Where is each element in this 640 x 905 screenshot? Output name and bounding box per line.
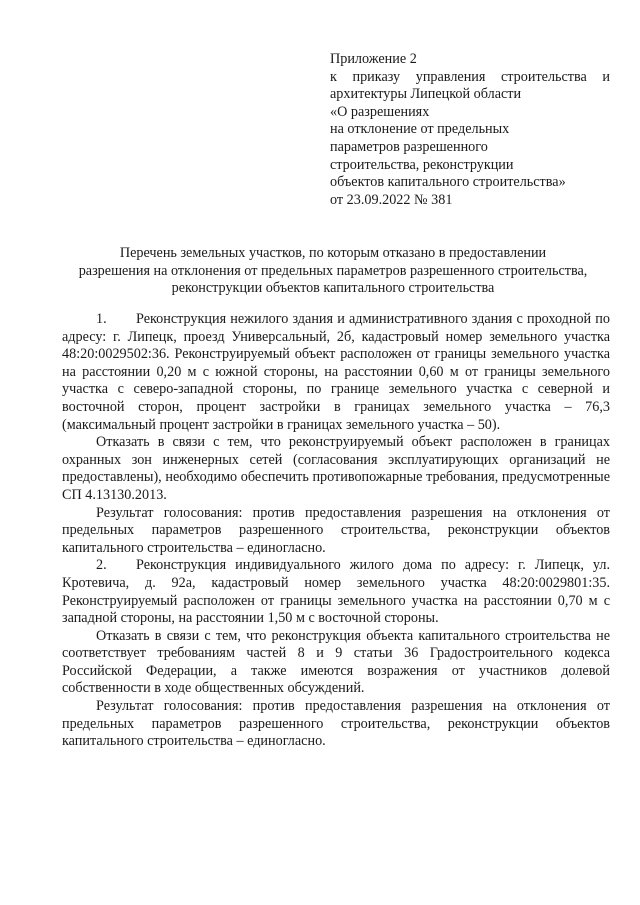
item-refusal-1: Отказать в связи с тем, что реконструируемый объект расположен в границах охранных зон инженерных сетей (согласования эксплуатирующих организаций не предоставлены), необходимо обеспечить противопожарные требования, предусмотренные СП 4.13130.2013. bbox=[62, 434, 610, 503]
item-description-1 bbox=[62, 311, 610, 434]
appendix-line: Приложение 2 bbox=[330, 51, 417, 67]
item-vote-1: Результат голосования: против предоставления разрешения на отклонения от предельных параметров разрешенного строительства, реконструкции объектов капитального строительства – единогласно. bbox=[62, 504, 610, 556]
title-line: разрешения на отклонения от предельных параметров разрешенного строительства, bbox=[78, 262, 588, 279]
item-number: 1. bbox=[96, 311, 107, 327]
appendix-date-number: от 23.09.2022 № 381 bbox=[330, 191, 453, 208]
item-description-text: Реконструкция нежилого здания и административного здания с проходной по адресу: г. Липецк, проезд Универсальный, 2б, кадастровый номер земельного участка 48:20:0029502:36. Реконструируемый объект расположен от границы земельного участка на расстоянии 0,20 м с южной стороны, на расстоянии 0,60 м от границы земельного участка с северо-западной стороны, по границе земельного участка с северной и восточной сторон, процент застройки в границах земельного участка – 76,3 (максимальный процент застройки в границах земельного участка – 50). bbox=[62, 311, 610, 433]
document-title bbox=[58, 245, 608, 298]
item-description-text: Реконструкция индивидуального жилого дома по адресу: г. Липецк, ул. Кротевича, д. 92а, кадастровый номер земельного участка 48:20:0029801:35. Реконструируемый расположен от границы земельного участка на расстоянии 0,70 м с западной стороны, на расстоянии 1,50 м с восточной стороны. bbox=[62, 557, 610, 627]
appendix-line: «О разрешениях bbox=[330, 103, 430, 120]
appendix-header bbox=[330, 51, 610, 209]
appendix-line: к приказу управления строительства и bbox=[330, 68, 610, 85]
appendix-line: на отклонение от предельных bbox=[330, 121, 510, 138]
document-body bbox=[62, 311, 610, 751]
title-line: реконструкции объектов капитального строительства bbox=[171, 280, 495, 297]
item-refusal-2: Отказать в связи с тем, что реконструкция объекта капитального строительства не соответствует требованиям частей 8 и 9 статьи 36 Градостроительного кодекса Российской Федерации, а также имеются возражения от участников долевой собственности в ходе общественных обсуждений. bbox=[62, 627, 610, 697]
appendix-line: объектов капитального строительства» bbox=[330, 174, 566, 191]
title-line: Перечень земельных участков, по которым отказано в предоставлении bbox=[119, 245, 547, 261]
appendix-line: параметров разрешенного bbox=[330, 138, 488, 155]
appendix-line: строительства, реконструкции bbox=[330, 156, 514, 173]
item-number: 2. bbox=[96, 557, 107, 574]
item-description-2 bbox=[62, 557, 610, 627]
item-vote-2: Результат голосования: против предоставления разрешения на отклонения от предельных параметров разрешенного строительства, реконструкции объектов капитального строительства – единогласно. bbox=[62, 698, 610, 750]
appendix-line: архитектуры Липецкой области bbox=[330, 86, 522, 103]
